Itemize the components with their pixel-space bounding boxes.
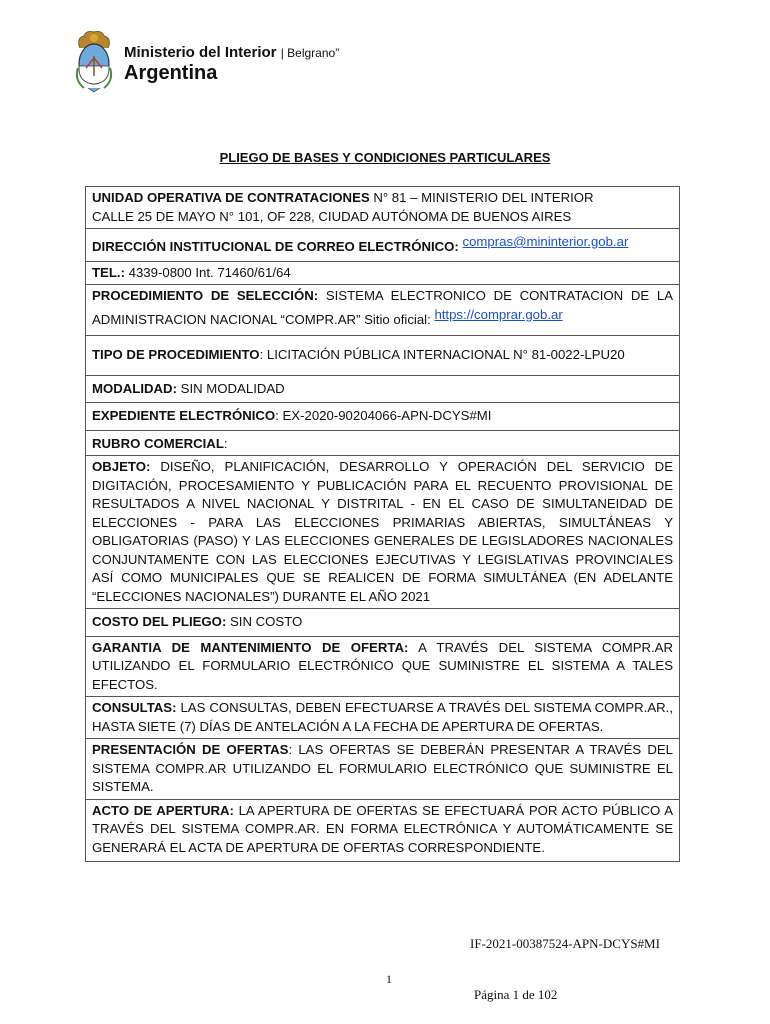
conditions-table xyxy=(85,186,680,862)
country-name: Argentina xyxy=(124,62,218,84)
consultas-label: CONSULTAS: xyxy=(92,700,177,715)
consultas-value: LAS CONSULTAS, DEBEN EFECTUARSE A TRAVÉS DEL SISTEMA COMPR.AR., HASTA SIETE (7) DÍAS DE ANTELACIÓN A LA FECHA DE APERTURA DE OFERTAS. xyxy=(92,700,673,734)
page-header xyxy=(72,24,472,96)
objeto-label: OBJETO: xyxy=(92,459,151,474)
document-id: IF-2021-00387524-APN-DCYS#MI xyxy=(470,936,660,951)
unidad-label: UNIDAD OPERATIVA DE CONTRATACIONES xyxy=(92,190,370,205)
rubro-value: : xyxy=(223,435,228,451)
costo-label: COSTO DEL PLIEGO: xyxy=(92,614,227,629)
tel-value: 4339-0800 Int. 71460/61/64 xyxy=(124,264,291,280)
row-modalidad xyxy=(86,376,679,404)
row-objeto xyxy=(86,456,679,609)
garantia-value: A TRAVÉS DEL SISTEMA COMPR.AR UTILIZANDO EL FORMULARIO ELECTRÓNICO QUE SUMINISTRE EL SISTEMA A TALES EFECTOS. xyxy=(92,639,674,692)
unidad-address: CALLE 25 DE MAYO N° 101, OF 228, CIUDAD AUTÓNOMA DE BUENOS AIRES xyxy=(92,208,572,224)
row-correo xyxy=(86,229,679,262)
acto-label: ACTO DE APERTURA: xyxy=(92,802,234,818)
row-tipo xyxy=(86,336,679,376)
garantia-label: GARANTIA DE MANTENIMIENTO DE OFERTA: xyxy=(92,639,409,655)
row-procedimiento xyxy=(86,285,679,336)
modalidad-value: SIN MODALIDAD xyxy=(176,380,285,396)
row-presentacion xyxy=(86,739,679,800)
row-garantia xyxy=(86,637,679,698)
document-title: PLIEGO DE BASES Y CONDICIONES PARTICULARES xyxy=(219,150,551,165)
acto-value: LA APERTURA DE OFERTAS SE EFECTUARÁ POR ACTO PÚBLICO A TRAVÉS DEL SISTEMA COMPR.AR. EN FORMA ELECTRÓNICA Y AUTOMÁTICAMENTE SE GENERARÁ EL ACTA DE APERTURA DE OFERTAS CORRESPONDIENTE. xyxy=(92,802,674,855)
procedimiento-value: SISTEMA ELECTRONICO DE CONTRATACION DE LA ADMINISTRACION NACIONAL “COMPR.AR” Sitio oficial: xyxy=(92,288,673,327)
email-link[interactable]: compras@mininterior.gob.ar xyxy=(462,234,629,249)
objeto-value: DISEÑO, PLANIFICACIÓN, DESARROLLO Y OPERACIÓN DEL SERVICIO DE DIGITACIÓN, PROCESAMIENTO Y PUBLICACIÓN PARA EL RECUENTO PROVISIONAL DE RESULTADOS A NIVEL NACIONAL Y DISTRITAL - EN EL CASO DE SIMULTANEIDAD DE ELECCIONES - PARA LAS ELECCIONES PRIMARIAS ABIERTAS, SIMULTÁNEAS Y OBLIGATORIAS (PASO) Y LAS ELECCIONES GENERALES DE LEGISLADORES NACIONALES CONJUNTAMENTE CON LAS ELECCIONES EJECUTIVAS Y LEGISLATIVAS PROVINCIALES ASÍ COMO MUNICIPALES QUE SE REALICEN DE FORMA SIMULTÁNEA (EN ADELANTE “ELECCIONES NACIONALES”) DURANTE EL AÑO 2021 xyxy=(92,459,673,604)
row-expediente xyxy=(86,403,679,431)
presentacion-label: PRESENTACIÓN DE OFERTAS xyxy=(92,742,289,757)
ministry-name xyxy=(124,44,339,61)
comprar-link[interactable]: https://comprar.gob.ar xyxy=(434,306,563,322)
belgrano-label: | Belgrano” xyxy=(280,46,340,60)
tipo-value: : LICITACIÓN PÚBLICA INTERNACIONAL N° 81-0022-LPU20 xyxy=(259,347,625,362)
expediente-label: EXPEDIENTE ELECTRÓNICO xyxy=(92,408,276,423)
row-consultas xyxy=(86,697,679,739)
expediente-value: : EX-2020-90204066-APN-DCYS#MI xyxy=(275,408,492,423)
costo-value: SIN COSTO xyxy=(226,614,303,629)
row-costo xyxy=(86,609,679,637)
ministry-label: Ministerio del Interior xyxy=(124,44,277,61)
procedimiento-label: PROCEDIMIENTO DE SELECCIÓN: xyxy=(92,288,319,303)
presentacion-value: : LAS OFERTAS SE DEBERÁN PRESENTAR A TRAVÉS DEL SISTEMA COMPR.AR UTILIZANDO EL FORMULARIO ELECTRÓNICO QUE SUMINISTRE EL SISTEMA. xyxy=(92,742,673,794)
row-unidad xyxy=(86,187,679,229)
row-acto xyxy=(86,800,679,862)
row-tel xyxy=(86,262,679,286)
page-number: 1 xyxy=(386,972,392,986)
tipo-label: TIPO DE PROCEDIMIENTO xyxy=(92,347,260,362)
coat-of-arms-icon xyxy=(72,28,116,94)
rubro-label: RUBRO COMERCIAL xyxy=(92,435,224,451)
tel-label: TEL.: xyxy=(92,264,125,280)
row-rubro xyxy=(86,431,679,457)
correo-label: DIRECCIÓN INSTITUCIONAL DE CORREO ELECTRÓNICO: xyxy=(92,239,459,254)
unidad-value: N° 81 – MINISTERIO DEL INTERIOR xyxy=(369,190,594,205)
page-of-total: Página 1 de 102 xyxy=(474,987,558,1002)
modalidad-label: MODALIDAD: xyxy=(92,380,177,396)
